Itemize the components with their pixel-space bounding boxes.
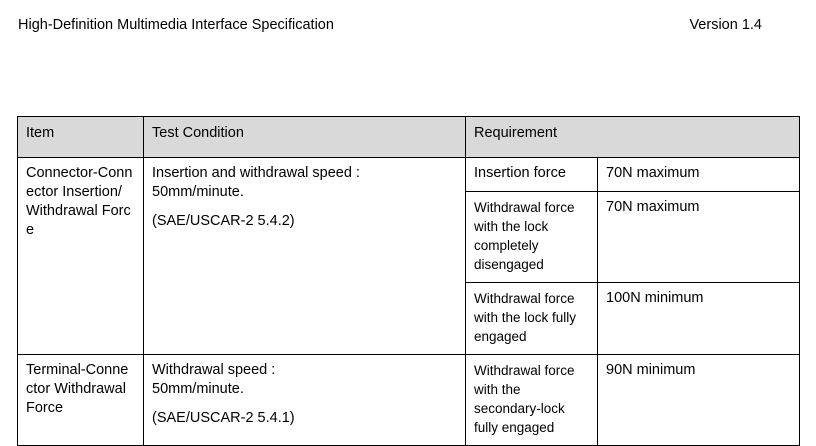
condition-line-1: Withdrawal speed : xyxy=(152,362,276,378)
condition-line-2: 50mm/minute. xyxy=(152,381,244,397)
table-row xyxy=(18,158,800,192)
document-title: High-Definition Multimedia Interface Specification xyxy=(18,17,334,33)
condition-line-2: 50mm/minute. xyxy=(152,184,244,200)
cell-requirement-value: 70N maximum xyxy=(598,158,800,192)
column-header-test-condition: Test Condition xyxy=(144,117,466,158)
table-row xyxy=(18,355,800,446)
cell-test-condition xyxy=(144,355,466,446)
cell-item: Connector-Connector Insertion/ Withdrawal Force xyxy=(18,158,144,355)
document-version: Version 1.4 xyxy=(689,17,762,33)
condition-line-1: Insertion and withdrawal speed : xyxy=(152,165,360,181)
specification-table xyxy=(17,116,800,446)
cell-test-condition xyxy=(144,158,466,355)
cell-requirement-value: 70N maximum xyxy=(598,192,800,283)
column-header-requirement: Requirement xyxy=(466,117,800,158)
cell-requirement-name: Withdrawal force with the lock completely disengaged xyxy=(466,192,598,283)
cell-requirement-name: Withdrawal force with the lock fully engaged xyxy=(466,283,598,355)
cell-item: Terminal-Connector Withdrawal Force xyxy=(18,355,144,446)
condition-line-3: (SAE/USCAR-2 5.4.1) xyxy=(152,410,295,426)
condition-spacer xyxy=(152,399,457,409)
cell-requirement-name: Withdrawal force with the secondary-lock fully engaged xyxy=(466,355,598,446)
cell-requirement-value: 100N minimum xyxy=(598,283,800,355)
cell-requirement-value: 90N minimum xyxy=(598,355,800,446)
condition-line-3: (SAE/USCAR-2 5.4.2) xyxy=(152,213,295,229)
cell-requirement-name: Insertion force xyxy=(466,158,598,192)
condition-spacer xyxy=(152,202,457,212)
column-header-item: Item xyxy=(18,117,144,158)
table-header-row xyxy=(18,117,800,158)
page-header xyxy=(18,16,766,36)
